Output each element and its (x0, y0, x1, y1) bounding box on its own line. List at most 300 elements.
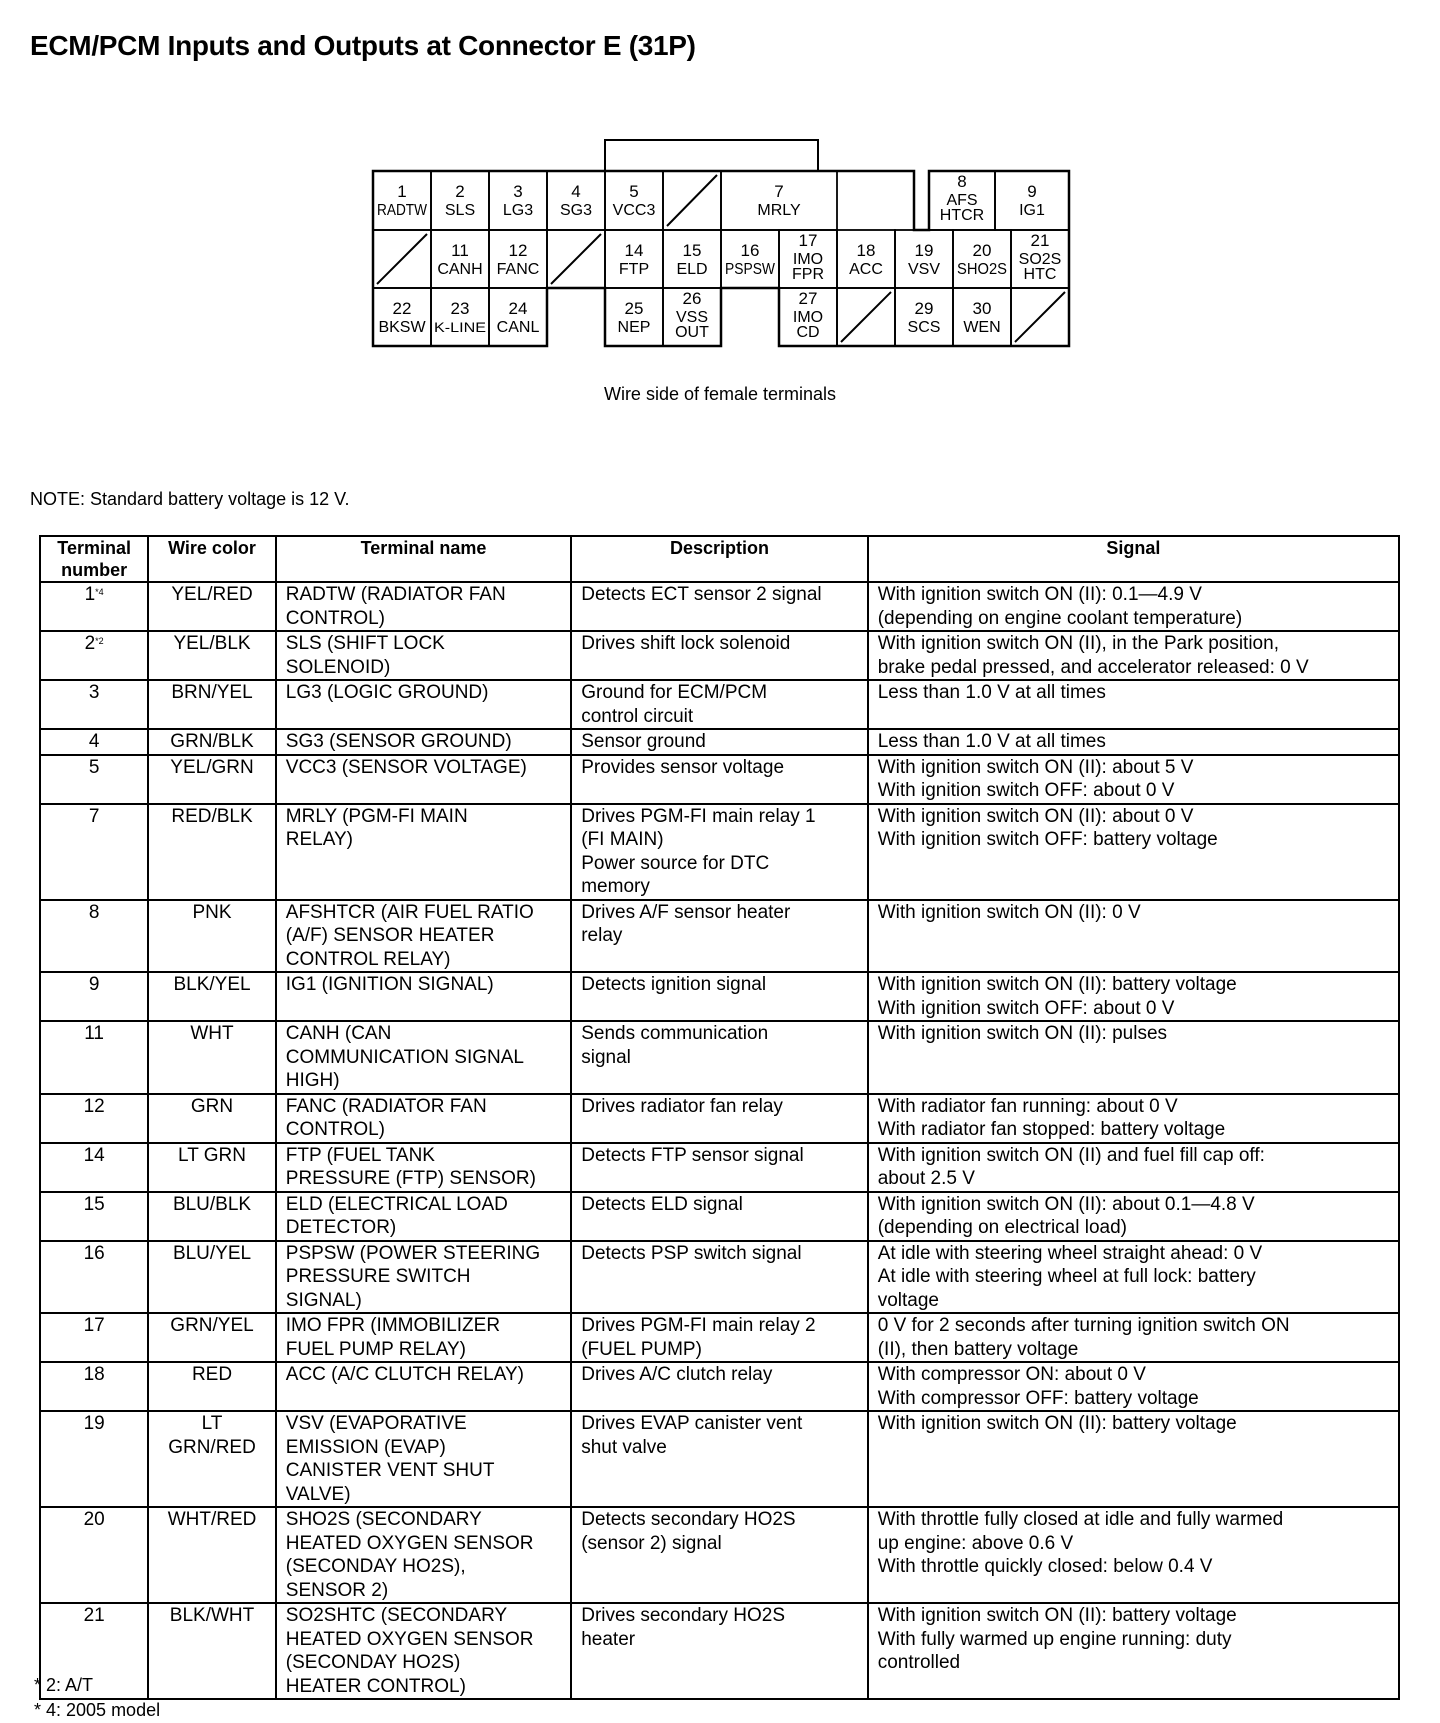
table-row (40, 1313, 1399, 1362)
terminal-name-line: CONTROL RELAY) (285, 948, 451, 970)
terminal-name-line: LG3 (LOGIC GROUND) (285, 682, 489, 703)
terminal-pin-label: CD (796, 324, 820, 341)
terminal-pin-number: 14 (624, 241, 644, 260)
terminal-pin-label: FPR (792, 266, 824, 283)
signal-line: (depending on engine coolant temperature) (877, 607, 1243, 629)
signal-line: With ignition switch OFF: about 0 V (877, 997, 1175, 1019)
terminal-name-cell (276, 1241, 571, 1314)
description-line: Drives shift lock solenoid (581, 633, 791, 654)
connector-diagram (0, 0, 1440, 380)
signal-line: With ignition switch ON (II): battery voltage (877, 974, 1237, 995)
description-cell (571, 1241, 867, 1314)
description-line: Detects secondary HO2S (581, 1509, 796, 1530)
terminal-name-line: SIGNAL) (285, 1289, 362, 1311)
terminal-name-cell (276, 972, 571, 1021)
terminal-table (39, 535, 1400, 1700)
wire-color-cell: BLU/BLK (148, 1192, 276, 1241)
terminal-number-cell (40, 1143, 148, 1192)
description-line: Detects ECT sensor 2 signal (581, 584, 822, 605)
description-line: Sends communication (581, 1023, 769, 1044)
terminal-name-line: VCC3 (SENSOR VOLTAGE) (285, 756, 527, 778)
description-line: Detects FTP sensor signal (581, 1144, 804, 1166)
terminal-number-cell (40, 1192, 148, 1241)
description-line: Power source for DTC (581, 852, 770, 874)
wire-color-cell: BLK/WHT (148, 1603, 276, 1699)
terminal-pin-number: 23 (450, 299, 470, 318)
terminal-pin-number: 15 (682, 241, 702, 260)
footnotes (34, 1673, 160, 1723)
terminal-name-cell (276, 631, 571, 680)
description-line: Drives radiator fan relay (581, 1095, 783, 1117)
terminal-name-line: VALVE) (285, 1483, 351, 1505)
signal-line: At idle with steering wheel at full lock: battery (877, 1266, 1256, 1287)
terminal-pin-number: 7 (774, 182, 784, 201)
terminal-number: 7 (88, 805, 100, 827)
terminal-name-line: ACC (A/C CLUTCH RELAY) (285, 1364, 524, 1385)
description-line: shut valve (581, 1436, 667, 1458)
wire-color-cell: LT GRN (148, 1143, 276, 1192)
header-signal: Signal (868, 536, 1399, 582)
description-cell (571, 1313, 867, 1362)
description-line: Detects PSP switch signal (581, 1242, 802, 1264)
wire-color-cell: WHT/RED (148, 1507, 276, 1603)
description-line: signal (581, 1046, 631, 1068)
signal-cell (868, 1507, 1399, 1603)
signal-cell (868, 729, 1399, 755)
signal-cell (868, 1313, 1399, 1362)
terminal-pin-number: 24 (508, 299, 528, 318)
terminal-number-cell (40, 1411, 148, 1507)
terminal-pin-label: HTCR (939, 207, 985, 224)
terminal-name-cell (276, 1603, 571, 1699)
terminal-name-line: CANH (CAN (285, 1023, 392, 1044)
terminal-name-line: FTP (FUEL TANK (285, 1144, 435, 1166)
table-header-row (40, 536, 1399, 582)
terminal-name-cell (276, 1192, 571, 1241)
blank-cavity-slash (377, 234, 427, 284)
terminal-pin-label: WEN (963, 319, 1001, 336)
signal-line: 0 V for 2 seconds after turning ignition switch ON (877, 1315, 1290, 1336)
wire-color-cell: BRN/YEL (148, 680, 276, 729)
terminal-name-line: SOLENOID) (285, 656, 391, 678)
signal-cell (868, 582, 1399, 631)
terminal-pin-number: 12 (508, 241, 528, 260)
terminal-pin-label: BKSW (378, 319, 426, 336)
terminal-pin-label: MRLY (757, 202, 801, 219)
terminal-name-line: IMO FPR (IMMOBILIZER (285, 1315, 501, 1336)
description-cell (571, 900, 867, 973)
terminal-name-line: (SECONDAY HO2S) (285, 1652, 461, 1673)
signal-cell (868, 972, 1399, 1021)
wire-color-cell: GRN (148, 1094, 276, 1143)
terminal-pin-number: 30 (972, 299, 992, 318)
terminal-name-line: RADTW (RADIATOR FAN (285, 584, 506, 605)
terminal-number: 14 (83, 1144, 105, 1166)
terminal-number-cell (40, 1021, 148, 1094)
table-row (40, 631, 1399, 680)
signal-line: brake pedal pressed, and accelerator released: 0 V (877, 656, 1309, 678)
terminal-pin-label: K-LINE (434, 319, 486, 335)
battery-voltage-note: NOTE: Standard battery voltage is 12 V. (30, 489, 350, 509)
terminal-name-line: IG1 (IGNITION SIGNAL) (285, 974, 494, 995)
wire-color-cell: PNK (148, 900, 276, 973)
description-line: Detects ignition signal (581, 974, 767, 995)
terminal-name-line: DETECTOR) (285, 1217, 397, 1238)
terminal-name-cell (276, 1021, 571, 1094)
terminal-name-cell (276, 729, 571, 755)
terminal-pin-label: SHO2S (957, 261, 1007, 278)
terminal-pin-label: LG3 (502, 202, 534, 219)
terminal-pin-number: 3 (513, 182, 523, 201)
terminal-name-line: HIGH) (285, 1070, 340, 1091)
terminal-number-cell (40, 1094, 148, 1143)
terminal-number-cell (40, 680, 148, 729)
signal-line: With ignition switch ON (II): battery voltage (877, 1605, 1237, 1626)
terminal-pin-label: ACC (849, 261, 883, 278)
footnote-mark: *2 (95, 636, 104, 646)
signal-line: With fully warmed up engine running: duty (877, 1628, 1232, 1650)
terminal-pin-label: IMO (792, 309, 824, 326)
blank-cavity-slash (551, 234, 601, 284)
table-row (40, 729, 1399, 755)
wire-color-cell: WHT (148, 1021, 276, 1094)
terminal-pin-label: SCS (907, 319, 941, 336)
terminal-number: 18 (83, 1364, 105, 1385)
signal-cell (868, 900, 1399, 973)
page-title: ECM/PCM Inputs and Outputs at Connector E (31P) (30, 30, 696, 61)
description-line: Drives PGM-FI main relay 2 (581, 1315, 816, 1336)
terminal-name-line: SO2SHTC (SECONDARY (285, 1605, 508, 1626)
description-line: control circuit (581, 705, 694, 727)
description-cell (571, 1094, 867, 1143)
signal-cell (868, 804, 1399, 900)
signal-line: up engine: above 0.6 V (877, 1532, 1074, 1554)
terminal-number-cell (40, 1313, 148, 1362)
terminal-pin-number: 26 (682, 289, 702, 308)
terminal-name-line: HEATER CONTROL) (285, 1675, 466, 1697)
terminal-pin-label: VSS (675, 309, 709, 326)
terminal-pin-label: IG1 (1019, 202, 1045, 219)
terminal-name-cell (276, 804, 571, 900)
terminal-pin-label: FTP (618, 261, 650, 278)
terminal-pin-number: 1 (397, 182, 407, 201)
signal-cell (868, 1192, 1399, 1241)
terminal-pin-label: OUT (675, 324, 709, 341)
table-row (40, 1143, 1399, 1192)
terminal-name-line: PSPSW (POWER STEERING (285, 1242, 541, 1264)
description-cell (571, 631, 867, 680)
signal-line: With ignition switch OFF: about 0 V (877, 780, 1175, 801)
wire-color-cell: BLK/YEL (148, 972, 276, 1021)
signal-line: With ignition switch ON (II): about 0.1—4.8 V (877, 1193, 1255, 1215)
signal-line: With ignition switch ON (II): about 5 V (877, 756, 1194, 778)
wire-color-cell: YEL/BLK (148, 631, 276, 680)
description-cell (571, 1143, 867, 1192)
table-row (40, 1094, 1399, 1143)
description-line: Provides sensor voltage (581, 756, 785, 778)
signal-line: Less than 1.0 V at all times (877, 731, 1106, 752)
terminal-pin-number: 25 (624, 299, 644, 318)
signal-line: With throttle fully closed at idle and fully warmed (877, 1509, 1284, 1530)
signal-line: With ignition switch ON (II), in the Park position, (877, 633, 1279, 654)
terminal-pin-label: CANH (437, 261, 483, 278)
terminal-number-cell (40, 755, 148, 804)
terminal-name-cell (276, 1143, 571, 1192)
signal-cell (868, 1241, 1399, 1314)
terminal-name-cell (276, 1313, 571, 1362)
signal-line: With compressor OFF: battery voltage (877, 1387, 1199, 1409)
terminal-number: 16 (83, 1242, 105, 1264)
terminal-name-line: EMISSION (EVAP) (285, 1436, 446, 1458)
signal-line: controlled (877, 1652, 961, 1673)
terminal-name-line: HEATED OXYGEN SENSOR (285, 1532, 534, 1554)
terminal-name-line: FUEL PUMP RELAY) (285, 1338, 466, 1360)
signal-line: With compressor ON: about 0 V (877, 1364, 1146, 1385)
signal-line: With ignition switch OFF: battery voltage (877, 829, 1218, 850)
footnote-2005-model: * 4: 2005 model (34, 1700, 161, 1720)
footnote-at: * 2: A/T (34, 1675, 94, 1695)
description-line: Drives A/C clutch relay (581, 1364, 773, 1385)
wire-color-cell: GRN/YEL (148, 1313, 276, 1362)
terminal-pin-label: CANL (496, 319, 540, 336)
table-row (40, 755, 1399, 804)
signal-line: With ignition switch ON (II): 0.1—4.9 V (877, 584, 1202, 605)
terminal-name-line: MRLY (PGM-FI MAIN (285, 805, 468, 827)
signal-cell (868, 755, 1399, 804)
terminal-number: 4 (88, 731, 100, 752)
description-cell (571, 804, 867, 900)
signal-cell (868, 680, 1399, 729)
terminal-name-cell (276, 1411, 571, 1507)
terminal-pin-label: PSPSW (725, 261, 776, 278)
terminal-pin-label: SG3 (559, 202, 593, 219)
description-line: (FUEL PUMP) (581, 1338, 702, 1360)
terminal-name-line: HEATED OXYGEN SENSOR (285, 1628, 534, 1650)
terminal-pin-label: ELD (676, 261, 708, 278)
description-cell (571, 729, 867, 755)
terminal-name-line: SHO2S (SECONDARY (285, 1509, 482, 1530)
terminal-pin-number: 27 (798, 289, 818, 308)
description-cell (571, 1411, 867, 1507)
header-terminal-name: Terminal name (276, 536, 571, 582)
terminal-number: 21 (83, 1605, 105, 1626)
connector-caption: Wire side of female terminals (603, 384, 837, 404)
terminal-number: 15 (83, 1193, 105, 1215)
terminal-pin-number: 8 (957, 172, 967, 191)
signal-cell (868, 1143, 1399, 1192)
table-row (40, 1192, 1399, 1241)
description-line: Sensor ground (581, 731, 706, 752)
signal-cell (868, 1603, 1399, 1699)
terminal-name-line: VSV (EVAPORATIVE (285, 1413, 467, 1434)
terminal-name-line: SG3 (SENSOR GROUND) (285, 731, 512, 752)
signal-line: With ignition switch ON (II): battery voltage (877, 1413, 1237, 1434)
terminal-name-line: CONTROL) (285, 1119, 385, 1140)
terminal-name-line: RELAY) (285, 829, 353, 850)
table-row (40, 1021, 1399, 1094)
table-row (40, 1362, 1399, 1411)
terminal-pin-label: IMO (792, 251, 824, 268)
description-cell (571, 1507, 867, 1603)
terminal-number: 11 (84, 1023, 104, 1044)
table-row (40, 972, 1399, 1021)
terminal-pin-number: 4 (571, 182, 581, 201)
description-line: Ground for ECM/PCM (581, 682, 768, 703)
terminal-number: 5 (88, 756, 100, 778)
description-line: Detects ELD signal (581, 1193, 743, 1215)
terminal-number-cell (40, 900, 148, 973)
terminal-pin-label: AFS (946, 192, 978, 209)
signal-line: about 2.5 V (877, 1168, 975, 1189)
wire-color-cell: RED (148, 1362, 276, 1411)
terminal-number-cell (40, 1362, 148, 1411)
wire-color-cell: GRN/BLK (148, 729, 276, 755)
description-cell (571, 1362, 867, 1411)
terminal-pin-label: SO2S (1018, 251, 1062, 268)
signal-cell (868, 1362, 1399, 1411)
terminal-pin-number: 18 (856, 241, 876, 260)
table-row (40, 680, 1399, 729)
footnote-mark: *4 (95, 587, 104, 597)
terminal-name-line: CONTROL) (285, 607, 385, 629)
signal-line: Less than 1.0 V at all times (877, 682, 1106, 703)
terminal-pin-label: RADTW (377, 202, 428, 219)
terminal-number: 19 (83, 1413, 105, 1434)
terminal-pin-label: VCC3 (612, 202, 656, 219)
terminal-pin-number: 19 (914, 241, 934, 260)
header-terminal-line: Terminal (57, 538, 131, 558)
description-cell (571, 1021, 867, 1094)
wire-color-cell: YEL/RED (148, 582, 276, 631)
terminal-pin-label: SLS (444, 202, 476, 219)
description-cell (571, 755, 867, 804)
description-cell (571, 680, 867, 729)
terminal-number: 8 (88, 901, 100, 923)
terminal-name-cell (276, 582, 571, 631)
description-cell (571, 582, 867, 631)
terminal-number-cell (40, 631, 148, 680)
signal-cell (868, 631, 1399, 680)
terminal-pin-number: 9 (1027, 182, 1037, 201)
terminal-name-cell (276, 680, 571, 729)
terminal-name-cell (276, 755, 571, 804)
locking-tab (605, 140, 818, 171)
terminal-number: 17 (83, 1315, 105, 1336)
description-line: relay (581, 925, 623, 946)
terminal-name-line: (SECONDAY HO2S), (285, 1556, 466, 1577)
signal-cell (868, 1094, 1399, 1143)
terminal-pin-number: 20 (972, 241, 992, 260)
signal-line: voltage (877, 1289, 939, 1311)
description-cell (571, 1192, 867, 1241)
terminal-name-line: ELD (ELECTRICAL LOAD (285, 1193, 508, 1215)
terminal-number-cell (40, 582, 148, 631)
terminal-pin-label: HTC (1023, 266, 1057, 283)
terminal-pin-number: 22 (392, 299, 412, 318)
blank-cavity-slash (841, 292, 891, 342)
terminal-number: 3 (88, 682, 100, 703)
terminal-number-cell (40, 1241, 148, 1314)
terminal-pin-number: 5 (629, 182, 639, 201)
description-line: (FI MAIN) (581, 829, 664, 850)
table-row (40, 1241, 1399, 1314)
blank-cavity-slash (667, 175, 717, 226)
terminal-pin-number: 29 (914, 299, 934, 318)
terminal-number-cell (40, 1507, 148, 1603)
signal-line: With ignition switch ON (II): about 0 V (877, 805, 1194, 827)
terminal-name-cell (276, 1507, 571, 1603)
terminal-number: 9 (88, 974, 100, 995)
signal-line: At idle with steering wheel straight ahead: 0 V (877, 1242, 1263, 1264)
header-terminal-number (40, 536, 148, 582)
table-row (40, 900, 1399, 973)
terminal-name-line: SENSOR 2) (285, 1579, 389, 1601)
signal-line: With throttle quickly closed: below 0.4 V (877, 1556, 1213, 1577)
terminal-pin-number: 2 (455, 182, 465, 201)
wire-color-cell: BLU/YEL (148, 1241, 276, 1314)
terminal-pin-number: 17 (798, 231, 818, 250)
signal-cell (868, 1411, 1399, 1507)
description-line: Drives A/F sensor heater (581, 901, 791, 923)
blank-cavity-slash (1015, 292, 1065, 342)
terminal-name-cell (276, 1362, 571, 1411)
terminal-number: 1 (84, 584, 96, 605)
terminal-pin-label: FANC (496, 261, 540, 278)
terminal-pin-number: 16 (740, 241, 760, 260)
signal-line: With ignition switch ON (II) and fuel fill cap off: (877, 1144, 1265, 1166)
signal-line: With ignition switch ON (II): pulses (877, 1023, 1168, 1044)
signal-line: With radiator fan running: about 0 V (877, 1095, 1178, 1117)
description-line: memory (581, 876, 650, 897)
terminal-number: 20 (83, 1509, 105, 1530)
terminal-name-line: FANC (RADIATOR FAN (285, 1095, 487, 1117)
description-line: Drives PGM-FI main relay 1 (581, 805, 816, 827)
terminal-number-cell (40, 729, 148, 755)
terminal-number: 12 (83, 1095, 105, 1117)
wire-color-cell: YEL/GRN (148, 755, 276, 804)
description-line: heater (581, 1628, 636, 1650)
table-row (40, 1603, 1399, 1699)
table-row (40, 1507, 1399, 1603)
table-row (40, 582, 1399, 631)
terminal-name-cell (276, 900, 571, 973)
terminal-name-line: CANISTER VENT SHUT (285, 1460, 495, 1481)
terminal-name-line: PRESSURE (FTP) SENSOR) (285, 1168, 536, 1189)
signal-line: With radiator fan stopped: battery voltage (877, 1119, 1226, 1140)
terminal-name-cell (276, 1094, 571, 1143)
header-wire-color: Wire color (148, 536, 276, 582)
terminal-name-line: COMMUNICATION SIGNAL (285, 1046, 524, 1068)
wire-color-cell: RED/BLK (148, 804, 276, 900)
wire-color-cell: LT GRN/RED (148, 1411, 276, 1507)
signal-line: (II), then battery voltage (877, 1338, 1079, 1360)
signal-cell (868, 1021, 1399, 1094)
terminal-number-cell (40, 972, 148, 1021)
table-row (40, 804, 1399, 900)
terminal-name-line: PRESSURE SWITCH (285, 1266, 471, 1287)
description-cell (571, 972, 867, 1021)
terminal-pin-number: 21 (1030, 231, 1050, 250)
terminal-name-line: (A/F) SENSOR HEATER (285, 925, 495, 946)
description-line: Drives secondary HO2S (581, 1605, 786, 1626)
header-number-line: number (61, 560, 128, 580)
terminal-number: 2 (84, 633, 96, 654)
terminal-number-cell (40, 804, 148, 900)
terminal-pin-label: VSV (907, 261, 941, 278)
table-row (40, 1411, 1399, 1507)
description-cell (571, 1603, 867, 1699)
terminal-pin-label: NEP (617, 319, 651, 336)
